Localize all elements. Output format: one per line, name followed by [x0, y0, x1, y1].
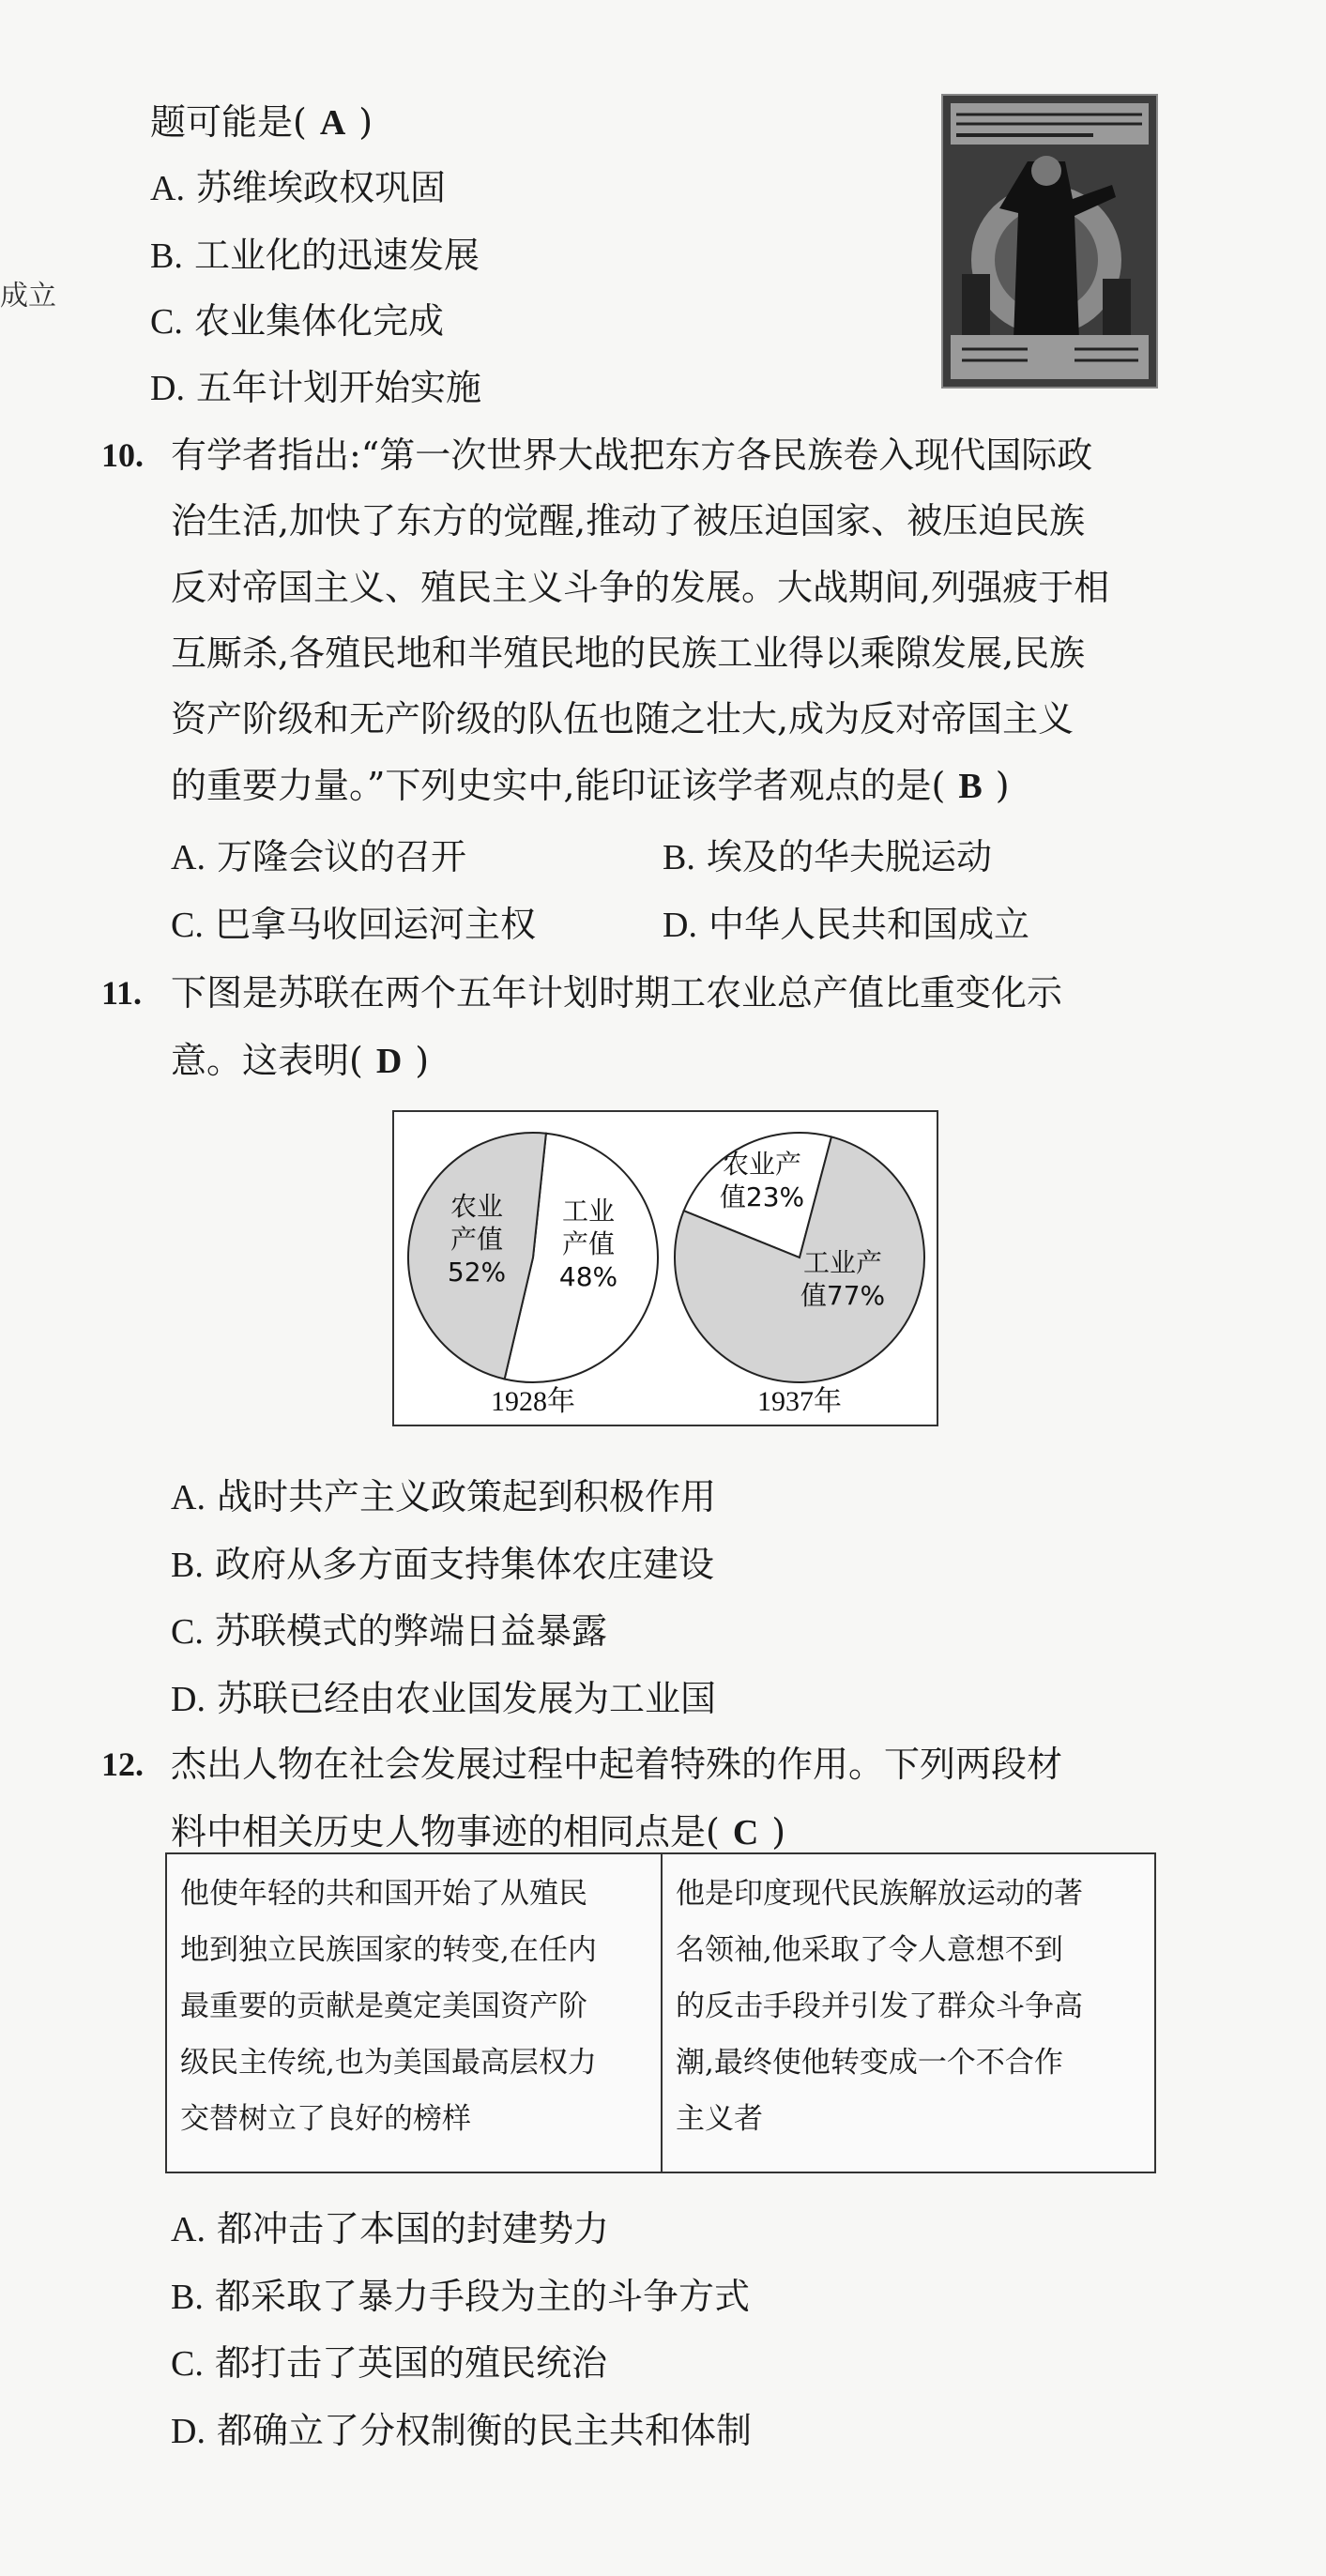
q10-answer: B — [958, 767, 983, 806]
q10-stem-line-5: 资产阶级和无产阶级的队伍也随之壮大,成为反对帝国主义 — [171, 698, 1075, 739]
margin-note: 成立 — [0, 280, 56, 312]
q9-option-a: A. 苏维埃政权巩固 — [150, 167, 447, 208]
q11-option-b: B. 政府从多方面支持集体农庄建设 — [171, 1544, 714, 1585]
pie-1928-agri-label-1: 农业 — [450, 1191, 504, 1222]
soviet-poster-image — [941, 94, 1158, 389]
q12-option-a: A. 都冲击了本国的封建势力 — [171, 2208, 610, 2249]
q10-option-d: D. 中华人民共和国成立 — [663, 904, 1030, 945]
q11-stem-line-2: 意。这表明( D ) — [171, 1040, 430, 1081]
q9-answer: A — [319, 103, 346, 143]
q12-option-c: C. 都打击了英国的殖民统治 — [171, 2342, 607, 2384]
q10-stem-line-6: 的重要力量。”下列史实中,能印证该学者观点的是( B ) — [171, 765, 1010, 806]
q10-option-c: C. 巴拿马收回运河主权 — [171, 904, 536, 945]
pie-1928-agri-label-2: 产值 — [450, 1224, 504, 1255]
q11-answer: D — [375, 1042, 403, 1081]
q12-option-d: D. 都确立了分权制衡的民主共和体制 — [171, 2410, 753, 2451]
pie-1928-ind-value: 48% — [558, 1261, 618, 1292]
q11-option-c: C. 苏联模式的弊端日益暴露 — [171, 1610, 607, 1652]
q12-answer: C — [732, 1813, 759, 1852]
pie-1937-ind-label-2: 值77% — [800, 1280, 886, 1311]
pie-1928-ind-label-1: 工业 — [561, 1196, 616, 1227]
pie-chart-figure — [392, 1110, 938, 1426]
q10-option-a: A. 万隆会议的召开 — [171, 836, 467, 877]
q10-stem-line-4: 互厮杀,各殖民地和半殖民地的民族工业得以乘隙发展,民族 — [171, 633, 1086, 674]
q10-number: 10. — [101, 436, 144, 474]
q12-number: 12. — [101, 1745, 144, 1783]
q9-stem: 题可能是( A ) — [150, 101, 373, 143]
q9-option-c: C. 农业集体化完成 — [150, 300, 444, 342]
materials-table — [165, 1852, 1156, 2173]
q11-number: 11. — [101, 974, 143, 1012]
q12-stem-line-2: 料中相关历史人物事迹的相同点是( C ) — [171, 1811, 786, 1852]
q11-option-a: A. 战时共产主义政策起到积极作用 — [171, 1476, 717, 1517]
q9-option-b: B. 工业化的迅速发展 — [150, 235, 480, 276]
q10-stem-line-3: 反对帝国主义、殖民主义斗争的发展。大战期间,列强疲于相 — [171, 567, 1110, 608]
q9-option-d: D. 五年计划开始实施 — [150, 367, 482, 408]
material-right: 他是印度现代民族解放运动的著 名领袖,他采取了令人意想不到 的反击手段并引发了群众斗争高 潮,最终使他转变成一个不合作 主义者 — [661, 1854, 1154, 2172]
pie-1937-agri-label-2: 值23% — [719, 1181, 805, 1212]
q12-stem-line-1: 杰出人物在社会发展过程中起着特殊的作用。下列两段材 — [171, 1744, 1063, 1785]
pie-1928-agri-value: 52% — [447, 1257, 507, 1288]
pie-1928-caption: 1928年 — [491, 1386, 575, 1417]
q11-stem-line-1: 下图是苏联在两个五年计划时期工农业总产值比重变化示 — [171, 972, 1063, 1014]
pie-1937-caption: 1937年 — [757, 1386, 842, 1417]
q10-stem-line-2: 治生活,加快了东方的觉醒,推动了被压迫国家、被压迫民族 — [171, 500, 1086, 541]
pie-1937-agri-label-1: 农业产 — [722, 1149, 802, 1180]
pie-1928-ind-label-2: 产值 — [561, 1228, 616, 1259]
pie-1937-ind-label-1: 工业产 — [802, 1247, 883, 1278]
q10-stem-line-1: 有学者指出:“第一次世界大战把东方各民族卷入现代国际政 — [171, 434, 1093, 476]
q11-option-d: D. 苏联已经由农业国发展为工业国 — [171, 1678, 717, 1719]
q12-option-b: B. 都采取了暴力手段为主的斗争方式 — [171, 2276, 750, 2317]
material-left: 他使年轻的共和国开始了从殖民 地到独立民族国家的转变,在任内 最重要的贡献是奠定美国资产阶 级民主传统,也为美国最高层权力 交替树立了良好的榜样 — [180, 1877, 597, 2136]
q10-option-b: B. 埃及的华夫脱运动 — [663, 836, 992, 877]
